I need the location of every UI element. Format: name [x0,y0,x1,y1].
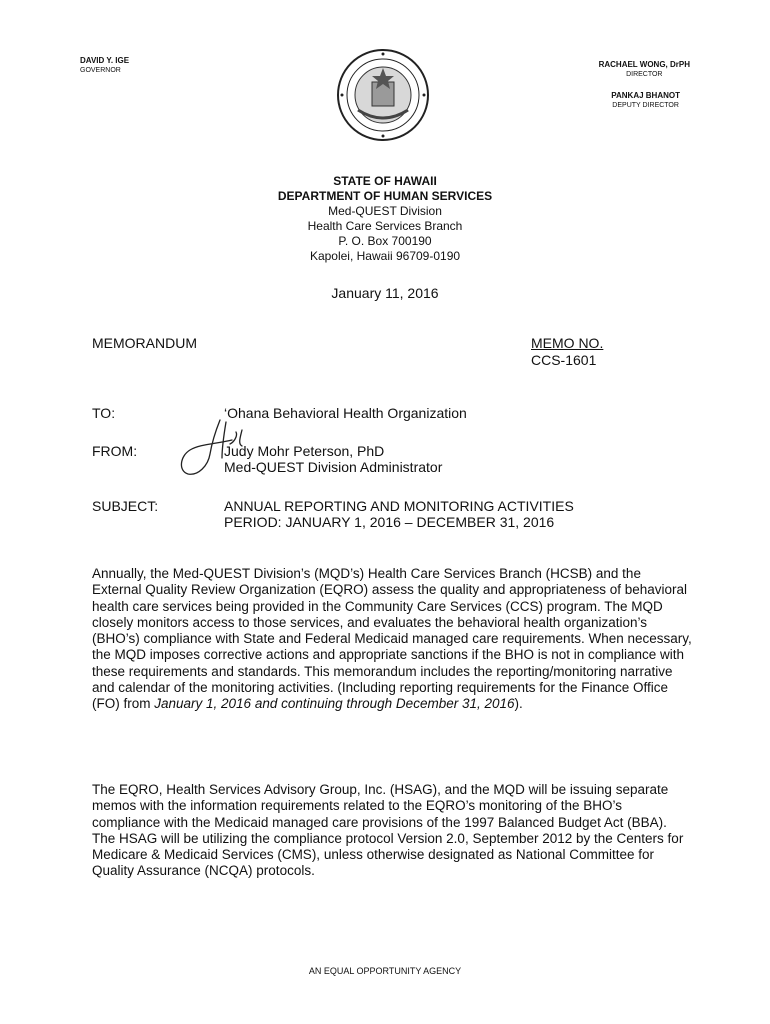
director-title: DIRECTOR [626,71,663,78]
agency-po-box: P. O. Box 700190 [338,234,432,248]
director-block [599,60,690,80]
subject-value [224,498,574,530]
agency-block [0,174,770,264]
subject-line-2: PERIOD: JANUARY 1, 2016 – DECEMBER 31, 2016 [224,514,555,530]
paragraph-1-period: January 1, 2016 and continuing through December 31, 2016 [154,696,515,712]
paragraph-1-end: ). [514,696,523,712]
from-title: Med-QUEST Division Administrator [224,459,443,475]
from-name: Judy Mohr Peterson, PhD [224,443,385,459]
to-label: TO: [92,405,116,421]
paragraph-1-text: Annually, the Med-QUEST Division’s (MQD’s) Health Care Services Branch (HCSB) and the External Quality Review Organization (EQRO) assess the quality and appropriateness of behavioral health care services being provided in the Community Care Services (CCS) program. The MQD closely monitors access to those services, and evaluates the behavioral health organization’s (BHO’s) compliance with State and Federal Medicaid managed care requirements. When necessary, the MQD imposes corrective actions and appropriate sanctions if the BHO is not in compliance with these requirements and standards. This memorandum includes the reporting/monitoring narrative and calendar of the monitoring activities. (Including reporting requirements for the Finance Office (FO) from [92,566,692,712]
agency-division: Med-QUEST Division [328,204,442,218]
state-seal-icon [336,48,430,142]
signature-icon [176,416,266,480]
to-value: ‘Ohana Behavioral Health Organization [224,405,467,421]
memo-date: January 11, 2016 [331,285,439,301]
agency-state: STATE OF HAWAII [333,174,437,188]
agency-city: Kapolei, Hawaii 96709-0190 [309,249,461,263]
agency-department: DEPARTMENT OF HUMAN SERVICES [277,189,493,203]
governor-block [80,56,129,76]
from-label: FROM: [92,443,138,459]
director-name: RACHAEL WONG, DrPH [598,60,690,69]
governor-title: GOVERNOR [80,67,121,74]
subject-line-1: ANNUAL REPORTING AND MONITORING ACTIVITIES [224,498,574,514]
governor-name: DAVID Y. IGE [80,56,130,65]
agency-branch: Health Care Services Branch [307,219,463,233]
footer-agency-tagline: AN EQUAL OPPORTUNITY AGENCY [308,966,462,976]
memo-heading: MEMORANDUM [92,335,197,351]
memo-number: CCS-1601 [531,352,597,368]
deputy-name: PANKAJ BHANOT [611,91,680,100]
deputy-title: DEPUTY DIRECTOR [612,102,679,109]
paragraph-2: The EQRO, Health Services Advisory Group, Inc. (HSAG), and the MQD will be issuing separate memos with the information requirements related to the EQRO’s monitoring of the BHO’s compliance with the Medicaid managed care provisions of the 1997 Balanced Budget Act (BBA). The HSAG will be utilizing the compliance protocol Version 2.0, September 2012 by the Centers for Medicare & Medicaid Services (CMS), unless otherwise designated as National Committee for Quality Assurance (NCQA) protocols. [92,782,684,879]
paragraph-1 [92,566,692,713]
memo-number-block [531,335,603,369]
subject-label: SUBJECT: [92,498,159,514]
memo-number-label: MEMO NO. [531,335,604,351]
deputy-director-block [611,91,680,111]
